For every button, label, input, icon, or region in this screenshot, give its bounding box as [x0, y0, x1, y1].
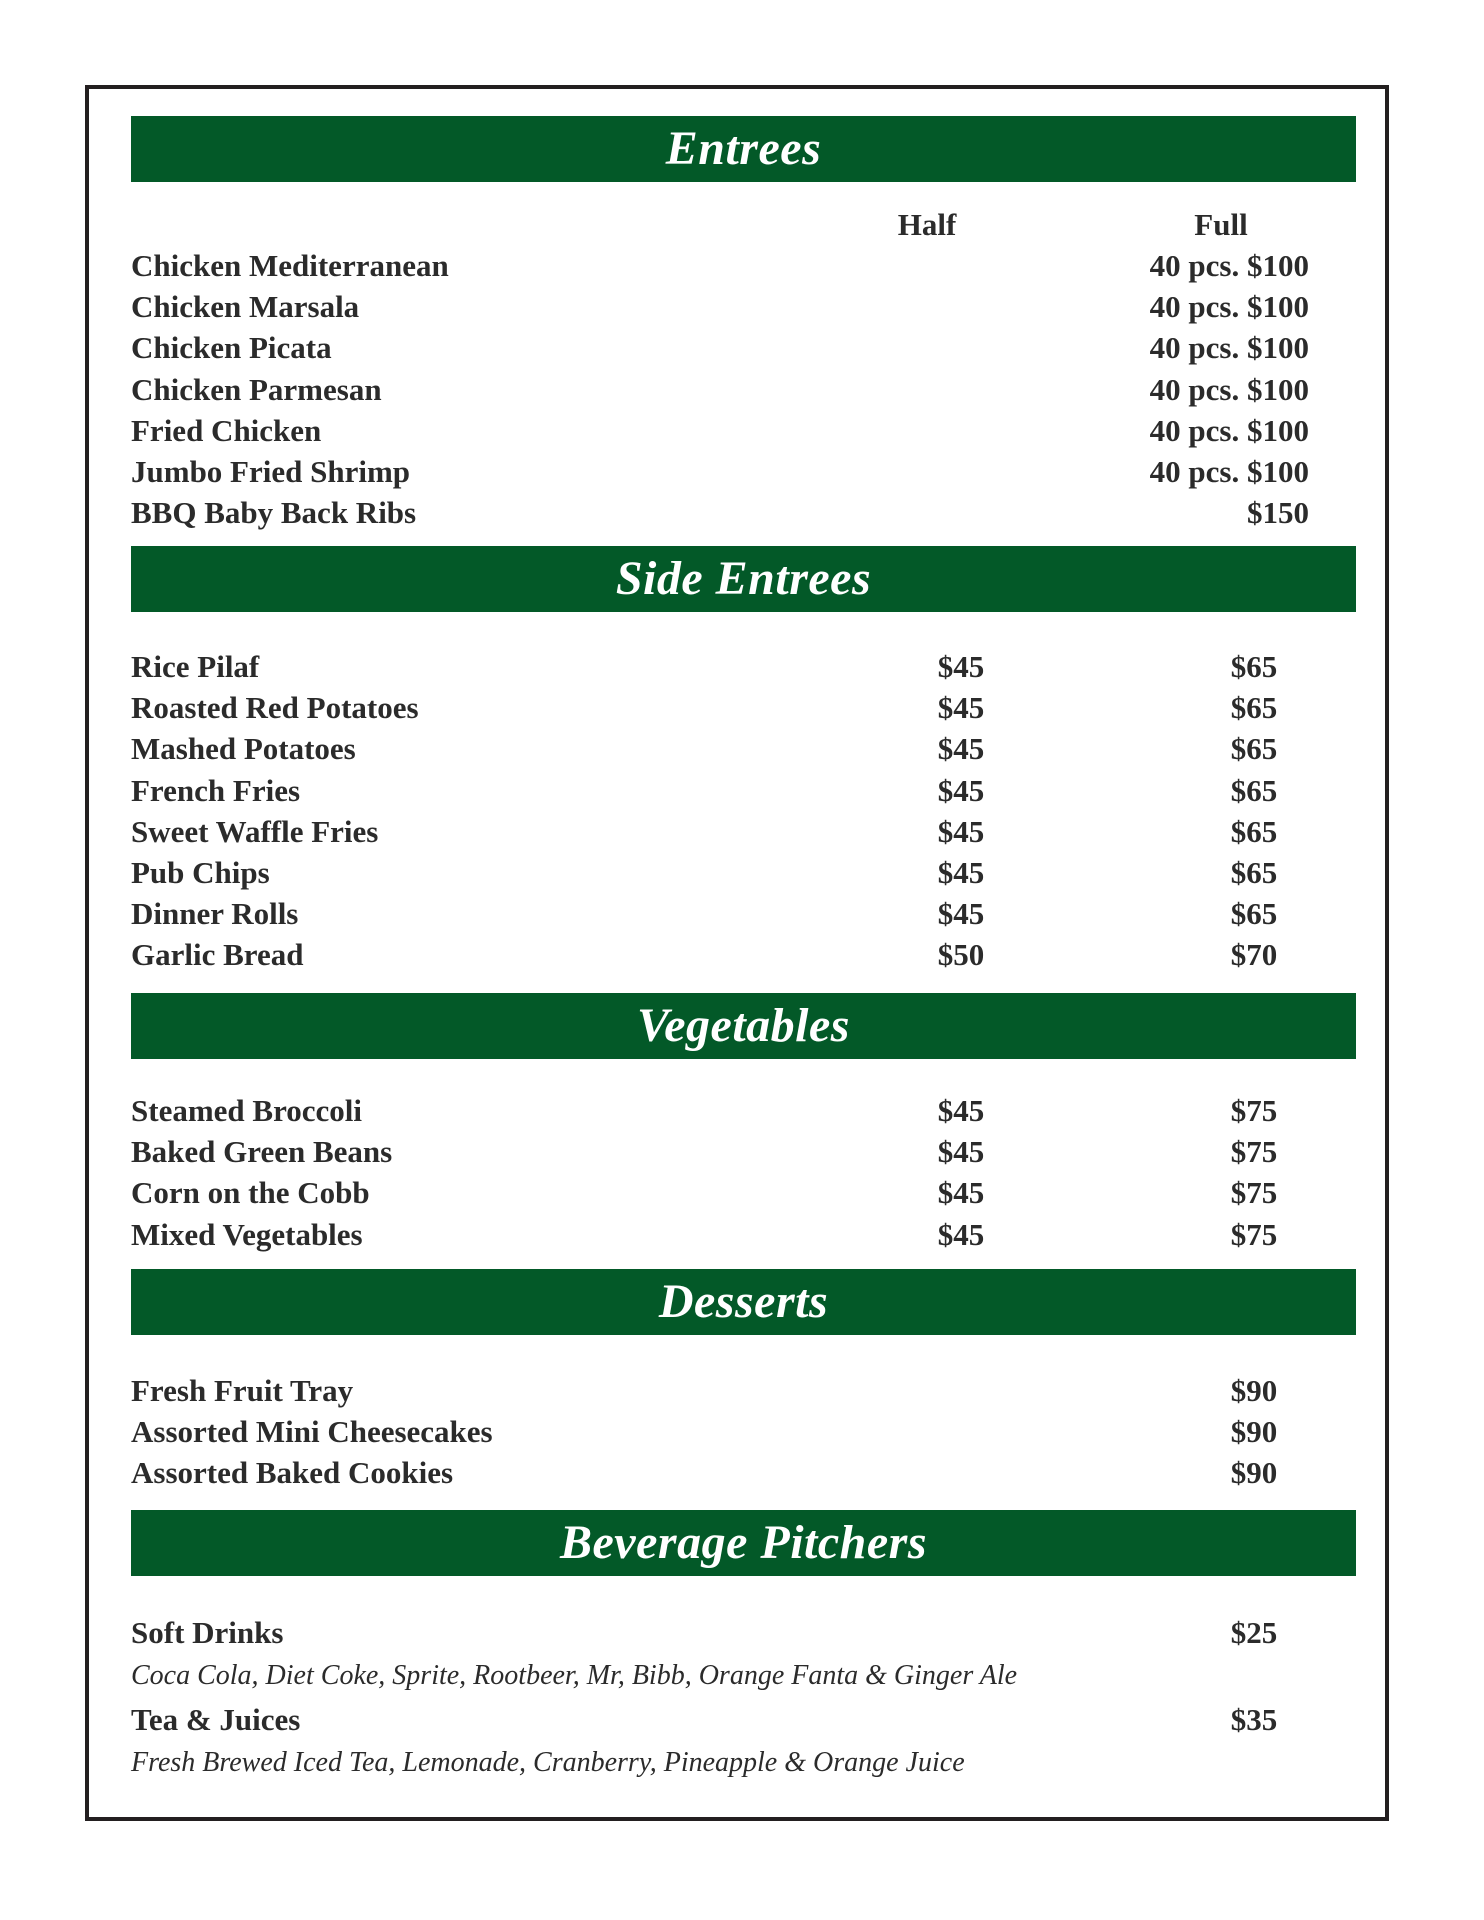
- item-price-full: $75: [1230, 1134, 1278, 1169]
- item-name: Chicken Marsala: [131, 289, 360, 324]
- menu-item: [131, 1132, 1356, 1172]
- item-name: Soft Drinks: [131, 1615, 284, 1650]
- item-price-full: $90: [1230, 1414, 1278, 1449]
- item-price-full: $90: [1230, 1455, 1278, 1490]
- menu-item: [131, 1173, 1356, 1213]
- item-name: Chicken Mediterranean: [131, 248, 449, 283]
- item-price-full: $65: [1230, 855, 1278, 890]
- menu-item: [131, 328, 1356, 368]
- item-description: Coca Cola, Diet Coke, Sprite, Rootbeer, Mr, Bibb, Orange Fanta & Ginger Ale: [131, 1660, 1018, 1691]
- item-price-full: $65: [1230, 690, 1278, 725]
- menu-item: [131, 1371, 1356, 1411]
- column-header-full: Full: [1194, 207, 1248, 242]
- menu-item: [131, 1091, 1356, 1131]
- item-price-full: $65: [1230, 896, 1278, 931]
- item-name: Roasted Red Potatoes: [131, 690, 419, 725]
- item-name: Chicken Parmesan: [131, 372, 382, 407]
- item-name: Jumbo Fried Shrimp: [131, 454, 411, 489]
- item-price-full: 40 pcs. $100: [1149, 372, 1309, 407]
- menu-item: [131, 370, 1356, 410]
- menu-item: [131, 894, 1356, 934]
- menu-item: [131, 647, 1356, 687]
- item-name: Steamed Broccoli: [131, 1093, 363, 1128]
- item-price-full: $65: [1230, 731, 1278, 766]
- menu-item: [131, 1215, 1356, 1255]
- item-name: Fried Chicken: [131, 413, 322, 448]
- menu-item: [131, 1412, 1356, 1452]
- menu-item: [131, 246, 1356, 286]
- menu-item: [131, 411, 1356, 451]
- item-price-full: $90: [1230, 1373, 1278, 1408]
- item-price-full: 40 pcs. $100: [1149, 289, 1309, 324]
- item-price-half: $45: [937, 1093, 985, 1128]
- item-name: Mashed Potatoes: [131, 731, 356, 766]
- item-price-full: 40 pcs. $100: [1149, 330, 1309, 365]
- item-name: Pub Chips: [131, 855, 270, 890]
- item-price-full: $150: [1247, 495, 1309, 530]
- item-name: Assorted Baked Cookies: [131, 1455, 454, 1490]
- item-name: Dinner Rolls: [131, 896, 299, 931]
- item-name: Fresh Fruit Tray: [131, 1373, 354, 1408]
- menu-item: [131, 1613, 1356, 1653]
- menu-item: [131, 1453, 1356, 1493]
- item-name: Sweet Waffle Fries: [131, 814, 379, 849]
- section-banner-side-entrees: Side Entrees: [131, 546, 1356, 612]
- item-price-half: $45: [937, 649, 985, 684]
- menu-item: [131, 493, 1356, 533]
- item-price-full: 40 pcs. $100: [1149, 413, 1309, 448]
- menu-item: [131, 935, 1356, 975]
- item-price-full: $65: [1230, 773, 1278, 808]
- item-name: French Fries: [131, 773, 301, 808]
- item-price-half: $50: [937, 937, 985, 972]
- section-banner-beverage-pitchers: Beverage Pitchers: [131, 1510, 1356, 1576]
- item-name: Corn on the Cobb: [131, 1175, 370, 1210]
- menu-item: [131, 688, 1356, 728]
- item-price-full: $65: [1230, 649, 1278, 684]
- item-name: BBQ Baby Back Ribs: [131, 495, 417, 530]
- section-banner-vegetables: Vegetables: [131, 993, 1356, 1059]
- item-price-half: $45: [937, 1175, 985, 1210]
- item-price-full: $35: [1230, 1702, 1278, 1737]
- menu-item: [131, 1700, 1356, 1740]
- item-name: Rice Pilaf: [131, 649, 260, 684]
- column-header-half: Half: [897, 207, 957, 242]
- item-price-half: $45: [937, 1134, 985, 1169]
- item-price-half: $45: [937, 814, 985, 849]
- item-name: Mixed Vegetables: [131, 1217, 363, 1252]
- item-price-full: 40 pcs. $100: [1149, 248, 1309, 283]
- item-name: Garlic Bread: [131, 937, 304, 972]
- item-price-full: $75: [1230, 1217, 1278, 1252]
- item-price-half: $45: [937, 1217, 985, 1252]
- item-name: Baked Green Beans: [131, 1134, 393, 1169]
- section-banner-entrees: Entrees: [131, 116, 1356, 182]
- item-price-full: $25: [1230, 1615, 1278, 1650]
- menu-item: [131, 771, 1356, 811]
- item-price-half: $45: [937, 773, 985, 808]
- menu-item: [131, 287, 1356, 327]
- menu-item: [131, 452, 1356, 492]
- item-price-half: $45: [937, 690, 985, 725]
- item-price-half: $45: [937, 731, 985, 766]
- section-banner-desserts: Desserts: [131, 1269, 1356, 1335]
- item-price-half: $45: [937, 855, 985, 890]
- item-price-full: 40 pcs. $100: [1149, 454, 1309, 489]
- item-name: Chicken Picata: [131, 330, 332, 365]
- item-price-full: $65: [1230, 814, 1278, 849]
- menu-item: [131, 812, 1356, 852]
- item-price-full: $75: [1230, 1175, 1278, 1210]
- item-price-full: $75: [1230, 1093, 1278, 1128]
- item-description: Fresh Brewed Iced Tea, Lemonade, Cranberry, Pineapple & Orange Juice: [131, 1747, 965, 1778]
- item-name: Tea & Juices: [131, 1702, 301, 1737]
- menu-item: [131, 729, 1356, 769]
- menu-item: [131, 853, 1356, 893]
- item-name: Assorted Mini Cheesecakes: [131, 1414, 493, 1449]
- item-price-full: $70: [1230, 937, 1278, 972]
- item-price-half: $45: [937, 896, 985, 931]
